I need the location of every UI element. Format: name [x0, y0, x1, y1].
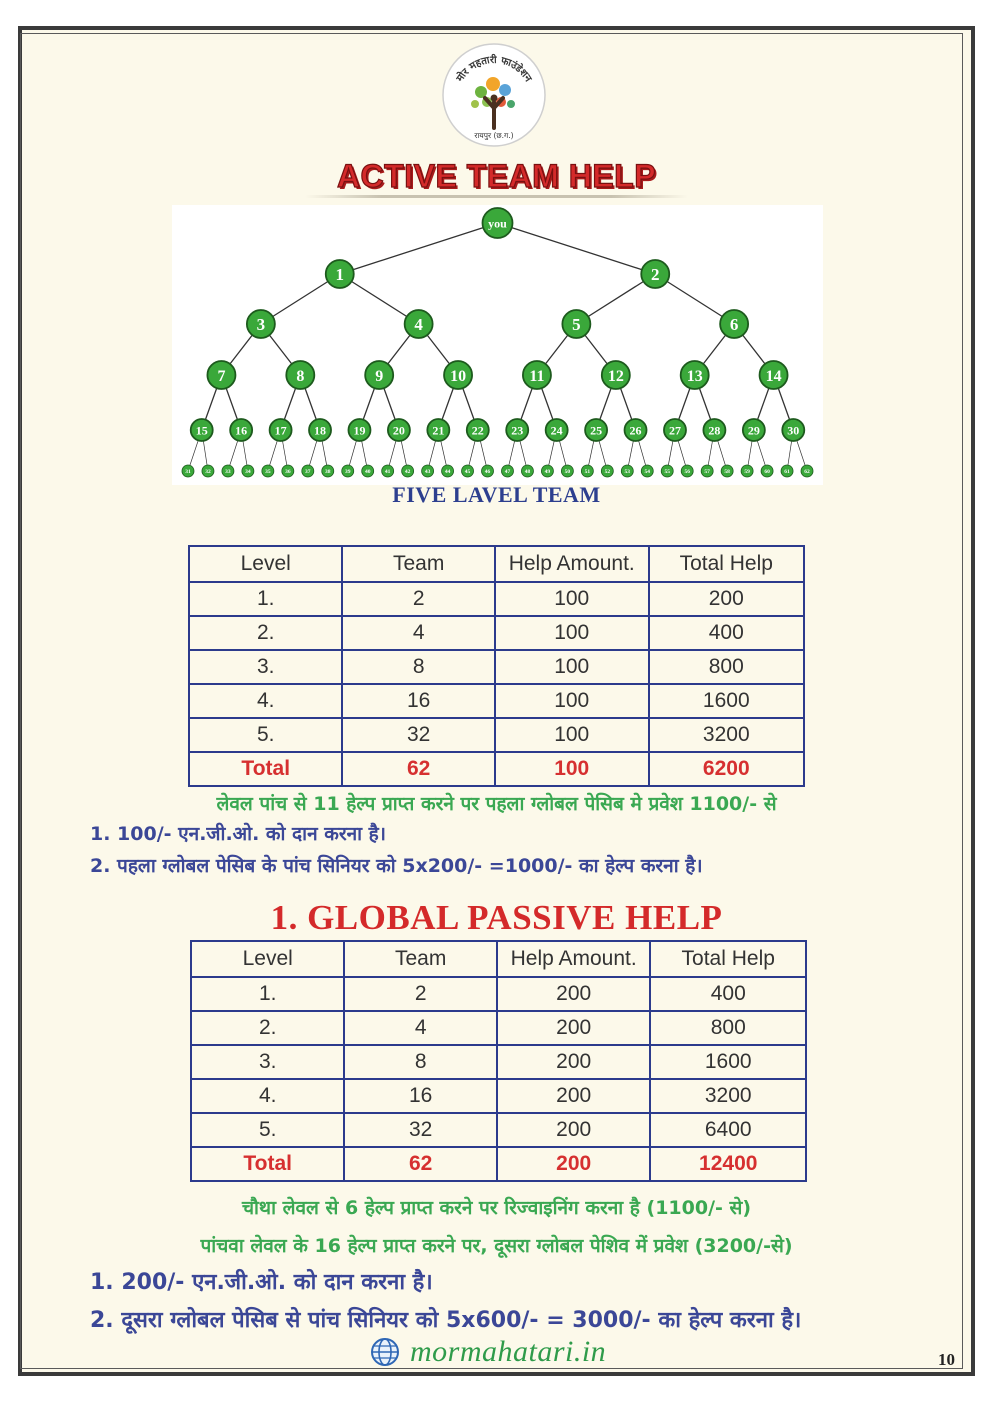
tree-node-label: 59	[744, 468, 750, 475]
globe-icon	[370, 1337, 400, 1367]
table-row	[191, 977, 806, 1011]
table-header-row	[189, 546, 804, 582]
tree-node	[202, 465, 214, 477]
tree-node	[621, 465, 633, 477]
tree-node	[781, 465, 793, 477]
tree-edge	[340, 223, 498, 274]
team-tree-diagram	[172, 205, 823, 485]
tree-node-label: 45	[464, 468, 471, 475]
tree-node	[282, 465, 294, 477]
tree-node	[721, 465, 733, 477]
tree-node-label: 11	[529, 367, 545, 385]
tree-node-label: 18	[314, 423, 327, 438]
tree-caption: FIVE LAVEL TEAM	[392, 482, 601, 507]
tree-node	[482, 465, 494, 477]
active-team-help-table	[188, 545, 805, 787]
total-cell: 12400	[650, 1147, 806, 1181]
tree-node-label: 29	[747, 423, 760, 438]
tree-node	[222, 465, 234, 477]
table-total-row	[189, 752, 804, 786]
table-cell: 16	[342, 684, 494, 718]
tree-node-label: 25	[590, 423, 603, 438]
tree-node	[681, 465, 693, 477]
tree-node-label: 54	[644, 468, 651, 475]
table-cell: 200	[497, 1079, 651, 1113]
tree-node-label: 31	[185, 468, 191, 475]
table-cell: 2	[342, 582, 494, 616]
tree-node	[286, 361, 314, 389]
team-tree-svg	[172, 205, 823, 485]
tree-node-label: 53	[624, 468, 631, 475]
table-cell: 200	[497, 1011, 651, 1045]
tree-node	[546, 419, 568, 441]
tree-node	[641, 465, 653, 477]
note1-item1: 1. 100/- एन.जी.ओ. को दान करना है।	[90, 823, 386, 845]
tree-node-label: 50	[564, 468, 571, 475]
tree-node	[309, 419, 331, 441]
tree-node-label: 58	[724, 468, 730, 475]
tree-node-label: 61	[784, 468, 790, 475]
tree-node	[501, 465, 513, 477]
table-cell: 100	[495, 582, 649, 616]
tree-node-label: 5	[572, 315, 581, 335]
header-cell: Total Help	[650, 941, 806, 977]
total-cell: 6200	[649, 752, 804, 786]
total-cell: 200	[497, 1147, 651, 1181]
table-row	[189, 718, 804, 752]
tree-node	[681, 361, 709, 389]
tree-node-label: 51	[584, 468, 591, 475]
tree-node	[523, 361, 551, 389]
tree-node	[382, 465, 394, 477]
tree-node-label: 44	[444, 468, 451, 475]
tree-node	[506, 419, 528, 441]
tree-node-label: 27	[668, 423, 681, 438]
tree-node	[191, 419, 213, 441]
tree-node	[230, 419, 252, 441]
table-total-row	[191, 1147, 806, 1181]
tree-node	[427, 419, 449, 441]
header-cell: Help Amount.	[495, 546, 649, 582]
tree-node	[562, 310, 590, 338]
tree-node-label: 41	[384, 468, 391, 475]
tree-node	[322, 465, 334, 477]
table-cell: 100	[495, 616, 649, 650]
tree-node-label: 16	[235, 423, 248, 438]
tree-node	[388, 419, 410, 441]
tree-node-label: 3	[256, 315, 266, 335]
note2-item1: 1. 200/- एन.जी.ओ. को दान करना है।	[90, 1270, 433, 1295]
tree-node-label: 55	[664, 468, 670, 475]
table-cell: 32	[344, 1113, 496, 1147]
tree-node-label: 48	[524, 468, 531, 475]
table-row	[191, 1045, 806, 1079]
table-row	[189, 650, 804, 684]
table-cell: 4	[342, 616, 494, 650]
table-cell: 200	[497, 1113, 651, 1147]
note1-item2: 2. पहला ग्लोबल पेसिब के पांच सिनियर को 5x200/- =1000/- का हेल्प करना है।	[90, 855, 703, 877]
tree-node-label: 34	[245, 468, 251, 475]
tree-node-label: 42	[404, 468, 411, 475]
header-cell: Total Help	[649, 546, 804, 582]
table-cell: 800	[649, 650, 804, 684]
table-cell: 400	[649, 616, 804, 650]
tree-node	[365, 361, 393, 389]
total-cell: 62	[342, 752, 494, 786]
table-cell: 100	[495, 718, 649, 752]
tree-node	[761, 465, 773, 477]
header-cell: Help Amount.	[497, 941, 651, 977]
tree-node	[462, 465, 474, 477]
tree-node	[521, 465, 533, 477]
table-cell: 200	[497, 1045, 651, 1079]
tree-node-label: 49	[544, 468, 551, 475]
table-cell: 200	[649, 582, 804, 616]
page-number: 10	[938, 1350, 955, 1369]
total-cell: Total	[191, 1147, 344, 1181]
tree-node	[703, 419, 725, 441]
title-underline	[305, 195, 688, 198]
tree-node-label: 57	[704, 468, 710, 475]
tree-node-label: 17	[274, 423, 287, 438]
tree-node-label: 28	[708, 423, 721, 438]
tree-node-label: you	[488, 216, 507, 231]
table-row	[189, 616, 804, 650]
total-cell: 62	[344, 1147, 496, 1181]
table-header-row	[191, 941, 806, 977]
tree-node-label: 13	[686, 367, 703, 385]
tree-node-label: 43	[424, 468, 431, 475]
section-title: 1. GLOBAL PASSIVE HELP	[270, 898, 723, 937]
header-cell: Level	[189, 546, 342, 582]
tree-edge	[498, 223, 656, 274]
tree-node-label: 32	[205, 468, 211, 475]
table-cell: 100	[495, 650, 649, 684]
tree-node-label: 10	[450, 367, 467, 385]
table-cell: 32	[342, 718, 494, 752]
tree-node-label: 2	[651, 265, 660, 285]
tree-node-label: 38	[325, 468, 331, 475]
table-cell: 3200	[650, 1079, 806, 1113]
note2-line2: पांचवा लेवल के 16 हेल्प प्राप्त करने पर, दूसरा ग्लोबल पेशिव में प्रवेश (3200/-से)	[200, 1235, 793, 1257]
tree-node-label: 20	[392, 423, 405, 438]
tree-node-label: 37	[305, 468, 311, 475]
note2-line1: चौथा लेवल से 6 हेल्प प्राप्त करने पर रिज्वाइनिंग करना है (1100/- से)	[241, 1197, 752, 1219]
tree-node-label: 12	[607, 367, 624, 385]
logo-city-text: रायपुर (छ.ग.)	[474, 131, 514, 140]
tree-node	[467, 419, 489, 441]
table-row	[191, 1113, 806, 1147]
total-cell: Total	[189, 752, 342, 786]
table-cell: 4.	[191, 1079, 344, 1113]
table-cell: 1600	[649, 684, 804, 718]
note1-line: लेवल पांच से 11 हेल्प प्राप्त करने पर पहला ग्लोबल पेसिब मे प्रवेश 1100/- से	[216, 793, 777, 815]
tree-node	[602, 361, 630, 389]
tree-node-label: 8	[296, 367, 305, 385]
page-title: ACTIVE TEAM HELP	[336, 158, 657, 194]
table-cell: 400	[650, 977, 806, 1011]
tree-node	[661, 465, 673, 477]
tree-node	[782, 419, 804, 441]
tree-node	[601, 465, 613, 477]
global-passive-help-table	[190, 940, 807, 1182]
tree-node-label: 46	[484, 468, 491, 475]
tree-node	[741, 465, 753, 477]
tree-node	[402, 465, 414, 477]
tree-node	[720, 310, 748, 338]
tree-node	[743, 419, 765, 441]
table-cell: 1.	[189, 582, 342, 616]
tree-node-label: 30	[787, 423, 800, 438]
table-cell: 8	[344, 1045, 496, 1079]
table-cell: 200	[497, 977, 651, 1011]
table-cell: 1.	[191, 977, 344, 1011]
tree-node	[422, 465, 434, 477]
tree-node	[262, 465, 274, 477]
tree-node-label: 47	[504, 468, 511, 475]
footer-website	[370, 1334, 606, 1370]
tree-node	[701, 465, 713, 477]
tree-node-label: 62	[804, 468, 810, 475]
table-cell: 3.	[189, 650, 342, 684]
note2-item2: 2. दूसरा ग्लोबल पेसिब से पांच सिनियर को 5x600/- = 3000/- का हेल्प करना है।	[90, 1308, 802, 1333]
tree-node-label: 22	[471, 423, 484, 438]
tree-node-label: 9	[375, 367, 384, 385]
tree-node	[641, 260, 669, 288]
table-cell: 2.	[189, 616, 342, 650]
tree-node	[405, 310, 433, 338]
table-cell: 3200	[649, 718, 804, 752]
tree-node	[270, 419, 292, 441]
tree-node-label: 36	[285, 468, 291, 475]
tree-node-label: 6	[729, 315, 739, 335]
tree-node-label: 15	[195, 423, 208, 438]
table-cell: 3.	[191, 1045, 344, 1079]
tree-node-label: 23	[511, 423, 524, 438]
table-cell: 4.	[189, 684, 342, 718]
tree-node	[664, 419, 686, 441]
tree-node-label: 56	[684, 468, 690, 475]
tree-node	[561, 465, 573, 477]
header-cell: Team	[342, 546, 494, 582]
tree-node	[760, 361, 788, 389]
table-row	[189, 582, 804, 616]
table-cell: 16	[344, 1079, 496, 1113]
tree-node-root	[483, 208, 513, 238]
tree-node-label: 24	[550, 423, 563, 438]
tree-node-label: 7	[217, 367, 226, 385]
logo-arc-text: मोर महतारी फाउंडेशन	[454, 54, 534, 84]
tree-node	[348, 419, 370, 441]
tree-node	[801, 465, 813, 477]
table-row	[189, 684, 804, 718]
tree-node-label: 1	[335, 265, 344, 285]
tree-node	[581, 465, 593, 477]
table-row	[191, 1011, 806, 1045]
tree-node	[442, 465, 454, 477]
tree-node-label: 52	[604, 468, 611, 475]
tree-node-label: 4	[414, 315, 423, 335]
tree-node	[444, 361, 472, 389]
table-cell: 2	[344, 977, 496, 1011]
tree-node-label: 39	[344, 468, 351, 475]
tree-node-label: 35	[265, 468, 271, 475]
table-cell: 1600	[650, 1045, 806, 1079]
tree-node	[242, 465, 254, 477]
tree-node-label: 14	[765, 367, 782, 385]
tree-node-label: 60	[764, 468, 770, 475]
table-cell: 5.	[189, 718, 342, 752]
table-cell: 2.	[191, 1011, 344, 1045]
tree-node-label: 19	[353, 423, 366, 438]
table-cell: 5.	[191, 1113, 344, 1147]
tree-node	[207, 361, 235, 389]
table-cell: 6400	[650, 1113, 806, 1147]
tree-node	[625, 419, 647, 441]
header-cell: Level	[191, 941, 344, 977]
tree-node	[302, 465, 314, 477]
tree-node	[541, 465, 553, 477]
table-cell: 4	[344, 1011, 496, 1045]
tree-node-label: 26	[629, 423, 642, 438]
tree-node	[326, 260, 354, 288]
website-url: mormahatari.in	[410, 1335, 607, 1368]
tree-node	[362, 465, 374, 477]
foundation-logo	[441, 42, 547, 148]
table-row	[191, 1079, 806, 1113]
tree-node-label: 40	[364, 468, 371, 475]
header-cell: Team	[344, 941, 496, 977]
tree-node	[342, 465, 354, 477]
total-cell: 100	[495, 752, 649, 786]
tree-node-label: 21	[432, 423, 445, 438]
tree-node-label: 33	[225, 468, 231, 475]
table-cell: 800	[650, 1011, 806, 1045]
tree-node	[247, 310, 275, 338]
table-cell: 100	[495, 684, 649, 718]
tree-node	[182, 465, 194, 477]
table-cell: 8	[342, 650, 494, 684]
tree-node	[585, 419, 607, 441]
